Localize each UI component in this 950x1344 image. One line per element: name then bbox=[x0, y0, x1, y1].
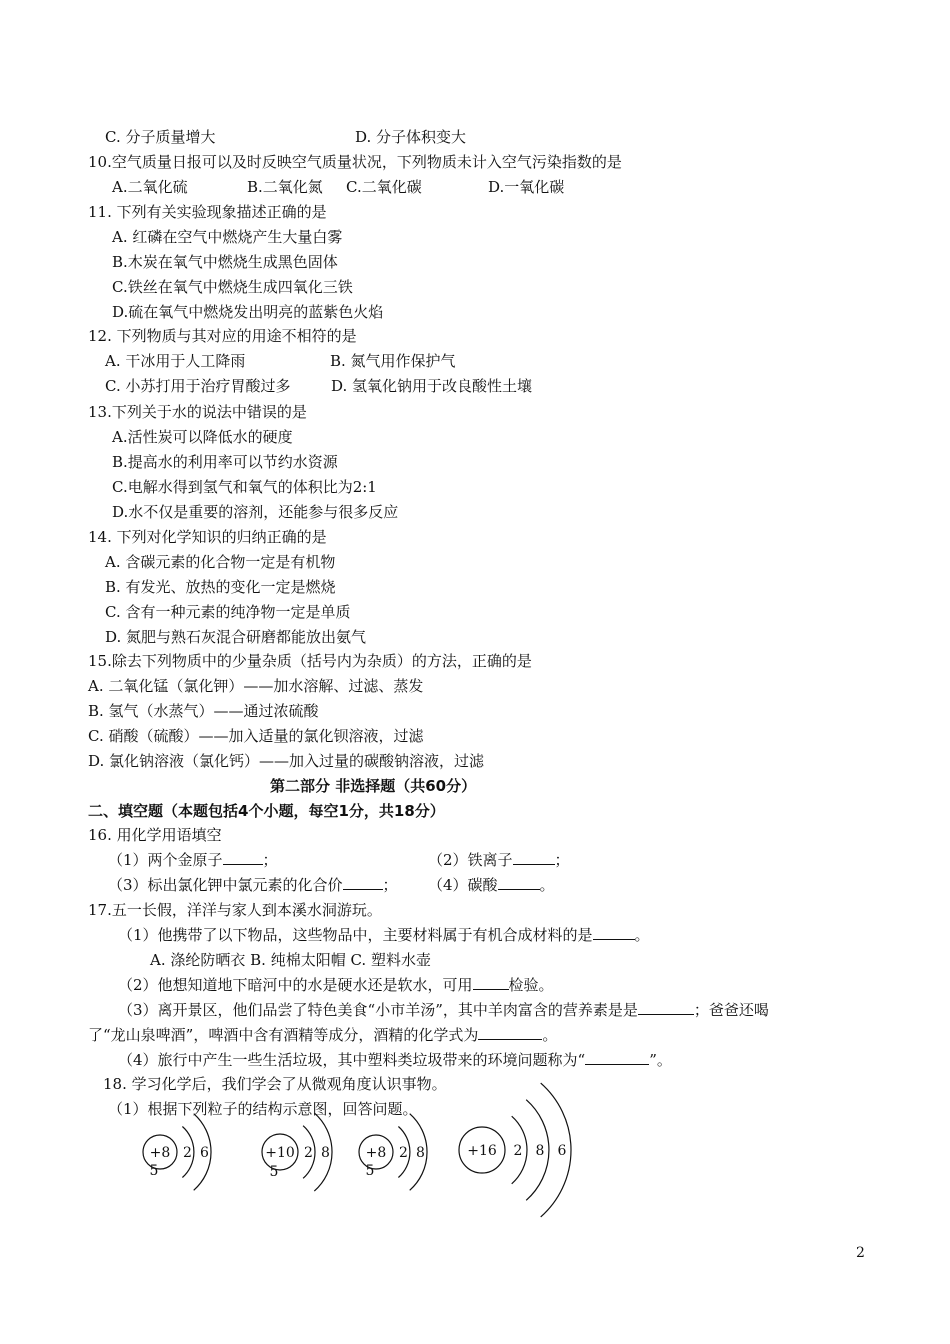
q13-option-b: B.提高水的利用率可以节约水资源 bbox=[112, 453, 338, 471]
q10-option-d: D.一氧化碳 bbox=[488, 178, 565, 196]
q14-stem: 14. 下列对化学知识的归纳正确的是 bbox=[88, 528, 327, 546]
q17-part2-suffix: 检验。 bbox=[508, 976, 554, 994]
section-heading: 二、填空题（本题包括4个小题，每空1分，共18分） bbox=[88, 802, 445, 820]
shell-electron-count: 8 bbox=[321, 1145, 330, 1161]
q10-stem: 10.空气质量日报可以及时反映空气质量状况，下列物质未计入空气污染指数的是 bbox=[88, 153, 622, 171]
q13-option-a: A.活性炭可以降低水的硬度 bbox=[112, 428, 293, 446]
q13-option-d: D.水不仅是重要的溶剂，还能参与很多反应 bbox=[112, 503, 399, 521]
q10-option-a: A.二氧化硫 bbox=[112, 178, 188, 196]
q16-part2-text: （2）铁离子 bbox=[428, 851, 513, 869]
shell-electron-count: 6 bbox=[557, 1143, 567, 1159]
shell-electron-count: 6 bbox=[200, 1145, 209, 1161]
shell-electron-count: 8 bbox=[416, 1145, 425, 1161]
q14-option-c: C. 含有一种元素的纯净物一定是单质 bbox=[105, 603, 351, 621]
shell-electron-count: 2 bbox=[304, 1145, 313, 1161]
q11-option-c: C.铁丝在氧气中燃烧生成四氧化三铁 bbox=[112, 278, 353, 296]
particle-diagram bbox=[459, 1083, 571, 1217]
q11-stem: 11. 下列有关实验现象描述正确的是 bbox=[88, 203, 327, 221]
q15-option-c: C. 硝酸（硫酸）——加入适量的氯化钡溶液，过滤 bbox=[88, 727, 424, 745]
nucleus-charge: +10 bbox=[265, 1145, 295, 1161]
nucleus-charge: +8 bbox=[365, 1145, 387, 1161]
q17-part1-text: （1）他携带了以下物品，这些物品中，主要材料属于有机合成材料的是 bbox=[118, 926, 593, 944]
q17-part3-text: （3）离开景区，他们品尝了特色美食“小市羊汤”，其中羊肉富含的营养素是是 bbox=[118, 1001, 638, 1019]
q18-part1: （1）根据下列粒子的结构示意图，回答问题。 bbox=[108, 1100, 418, 1118]
q14-option-a: A. 含碳元素的化合物一定是有机物 bbox=[105, 553, 336, 571]
q14-option-d: D. 氮肥与熟石灰混合研磨都能放出氨气 bbox=[105, 628, 367, 646]
q18-stem: 18. 学习化学后，我们学会了从微观角度认识事物。 bbox=[103, 1075, 447, 1093]
q17-stem: 17.五一长假，洋洋与家人到本溪水洞游玩。 bbox=[88, 901, 382, 919]
period: 。 bbox=[539, 876, 555, 894]
q17-part4-text: （4）旅行中产生一些生活垃圾，其中塑料类垃圾带来的环境问题称为“ bbox=[118, 1051, 586, 1069]
semicolon: ； bbox=[262, 851, 278, 869]
q17-part2-text: （2）他想知道地下暗河中的水是硬水还是软水，可用 bbox=[118, 976, 473, 994]
q16-part1-text: （1）两个金原子 bbox=[108, 851, 223, 869]
particle-label: 5 bbox=[365, 1163, 375, 1179]
q17-part1-options: A. 涤纶防晒衣 B. 纯棉太阳帽 C. 塑料水壶 bbox=[150, 951, 431, 969]
q11-option-d: D.硫在氧气中燃烧发出明亮的蓝紫色火焰 bbox=[112, 303, 384, 321]
q9-option-c: C. 分子质量增大 bbox=[105, 128, 216, 146]
q12-option-d: D. 氢氧化钠用于改良酸性土壤 bbox=[331, 377, 533, 395]
shell-electron-count: 8 bbox=[535, 1143, 545, 1159]
q16-part3-text: （3）标出氯化钾中氯元素的化合价 bbox=[108, 876, 343, 894]
shell-electron-count: 2 bbox=[183, 1145, 192, 1161]
q15-option-d: D. 氯化钠溶液（氯化钙）——加入过量的碳酸钠溶液，过滤 bbox=[88, 752, 485, 770]
q13-stem: 13.下列关于水的说法中错误的是 bbox=[88, 403, 307, 421]
q13-option-c: C.电解水得到氢气和氧气的体积比为2:1 bbox=[112, 478, 377, 496]
page-number: 2 bbox=[856, 1245, 865, 1261]
q16-part4-text: （4）碳酸 bbox=[428, 876, 498, 894]
q12-option-a: A. 干冰用于人工降雨 bbox=[105, 352, 246, 370]
q11-option-b: B.木炭在氧气中燃烧生成黑色固体 bbox=[112, 253, 338, 271]
q17-part3-cont-text: 了“龙山泉啤酒”，啤酒中含有酒精等成分，酒精的化学式为 bbox=[88, 1026, 479, 1044]
nucleus-charge: +16 bbox=[467, 1143, 497, 1159]
q12-option-b: B. 氮气用作保护气 bbox=[330, 352, 456, 370]
q17-part4-suffix: ”。 bbox=[649, 1051, 672, 1069]
q11-option-a: A. 红磷在空气中燃烧产生大量白雾 bbox=[112, 228, 343, 246]
q12-stem: 12. 下列物质与其对应的用途不相符的是 bbox=[88, 327, 357, 345]
q16-stem: 16. 用化学用语填空 bbox=[88, 826, 222, 844]
period: 。 bbox=[542, 1026, 558, 1044]
q14-option-b: B. 有发光、放热的变化一定是燃烧 bbox=[105, 578, 336, 596]
q9-option-d: D. 分子体积变大 bbox=[355, 128, 467, 146]
q15-option-a: A. 二氧化锰（氯化钾）——加水溶解、过滤、蒸发 bbox=[88, 677, 424, 695]
particle-label: 5 bbox=[269, 1164, 279, 1180]
period: 。 bbox=[634, 926, 650, 944]
nucleus-charge: +8 bbox=[149, 1145, 171, 1161]
q10-option-b: B.二氧化氮 bbox=[247, 178, 323, 196]
q17-part3-suffix: ；爸爸还喝 bbox=[693, 1001, 769, 1019]
semicolon: ； bbox=[382, 876, 398, 894]
q15-stem: 15.除去下列物质中的少量杂质（括号内为杂质）的方法，正确的是 bbox=[88, 652, 532, 670]
semicolon: ； bbox=[554, 851, 570, 869]
particle-diagram bbox=[262, 1113, 332, 1191]
q12-option-c: C. 小苏打用于治疗胃酸过多 bbox=[105, 377, 291, 395]
shell-electron-count: 2 bbox=[399, 1145, 408, 1161]
q10-option-c: C.二氧化碳 bbox=[346, 178, 422, 196]
part2-title: 第二部分 非选择题（共60分） bbox=[270, 777, 477, 795]
q15-option-b: B. 氢气（水蒸气）——通过浓硫酸 bbox=[88, 702, 319, 720]
shell-electron-count: 2 bbox=[513, 1143, 523, 1159]
particle-diagram bbox=[359, 1114, 427, 1191]
particle-label: 5 bbox=[149, 1163, 159, 1179]
particle-diagram bbox=[143, 1114, 211, 1191]
